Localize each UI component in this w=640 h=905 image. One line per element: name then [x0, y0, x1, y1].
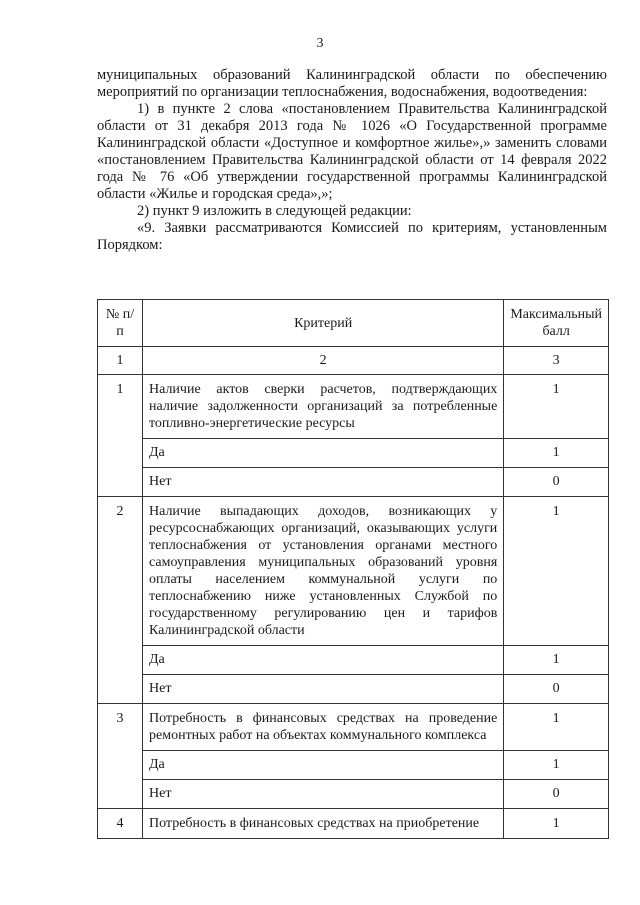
- option-score: 0: [504, 675, 609, 704]
- table-index-row: [98, 347, 609, 375]
- table-row: [98, 375, 609, 439]
- option-score: 0: [504, 780, 609, 809]
- body-text: [97, 67, 607, 254]
- row-number: 4: [98, 809, 143, 839]
- criteria-table: [97, 299, 609, 839]
- page-number: 3: [316, 36, 324, 51]
- header-number: № п/п: [98, 300, 143, 347]
- option-label: Нет: [143, 675, 504, 704]
- paragraph: «9. Заявки рассматриваются Комиссией по критериям, установленным Порядком:: [97, 220, 607, 253]
- paragraph: 2) пункт 9 изложить в следующей редакции:: [137, 203, 412, 219]
- option-row: [98, 468, 609, 497]
- table-header-row: [98, 300, 609, 347]
- header-criterion: Критерий: [143, 300, 504, 347]
- header-max-score: Максимальный балл: [504, 300, 609, 347]
- option-score: 1: [504, 646, 609, 675]
- criterion-score: 1: [504, 497, 609, 646]
- criterion-text: Наличие актов сверки расчетов, подтверждающих наличие задолженности организаций за потребленные топливно-энергетические ресурсы: [143, 375, 504, 439]
- option-score: 1: [504, 439, 609, 468]
- criterion-text: Потребность в финансовых средствах на проведение ремонтных работ на объектах коммунального комплекса: [143, 704, 504, 751]
- option-label: Да: [143, 646, 504, 675]
- table-body: [98, 375, 609, 839]
- option-row: [98, 675, 609, 704]
- row-number: 1: [98, 375, 143, 497]
- option-score: 0: [504, 468, 609, 497]
- option-row: [98, 646, 609, 675]
- paragraph: муниципальных образований Калининградской области по обеспечению мероприятий по организации теплоснабжения, водоснабжения, водоотведения:: [97, 67, 607, 100]
- paragraph: 1) в пункте 2 слова «постановлением Правительства Калининградской области от 31 декабря 2013 года № 1026 «О Государственной программе Калининградской области «Доступное и комфортное жилье»,» заменить словами «постановлением Правительства Калининградской области от 14 февраля 2022 года № 76 «Об утверждении государственной программы Калининградской области «Жилье и городская среда»,»;: [97, 101, 607, 202]
- option-label: Нет: [143, 780, 504, 809]
- table-row: [98, 704, 609, 751]
- index-cell-2: 2: [143, 347, 504, 375]
- index-cell-3: 3: [504, 347, 609, 375]
- option-score: 1: [504, 751, 609, 780]
- index-cell-1: 1: [98, 347, 143, 375]
- criterion-score: 1: [504, 809, 609, 839]
- criterion-score: 1: [504, 704, 609, 751]
- row-number: 2: [98, 497, 143, 704]
- criterion-text: Потребность в финансовых средствах на приобретение: [143, 809, 504, 839]
- criterion-score: 1: [504, 375, 609, 439]
- option-row: [98, 780, 609, 809]
- criterion-text: Наличие выпадающих доходов, возникающих у ресурсоснабжающих организаций, оказывающих услуги теплоснабжения от установления органами местного самоуправления муниципальных образований уровня оплаты населением коммунальной услуги по теплоснабжению ниже установленных Службой по государственному регулированию цен и тарифов Калининградской области: [143, 497, 504, 646]
- option-row: [98, 751, 609, 780]
- option-row: [98, 439, 609, 468]
- row-number: 3: [98, 704, 143, 809]
- option-label: Нет: [143, 468, 504, 497]
- option-label: Да: [143, 439, 504, 468]
- option-label: Да: [143, 751, 504, 780]
- table-row: [98, 497, 609, 646]
- table-row: [98, 809, 609, 839]
